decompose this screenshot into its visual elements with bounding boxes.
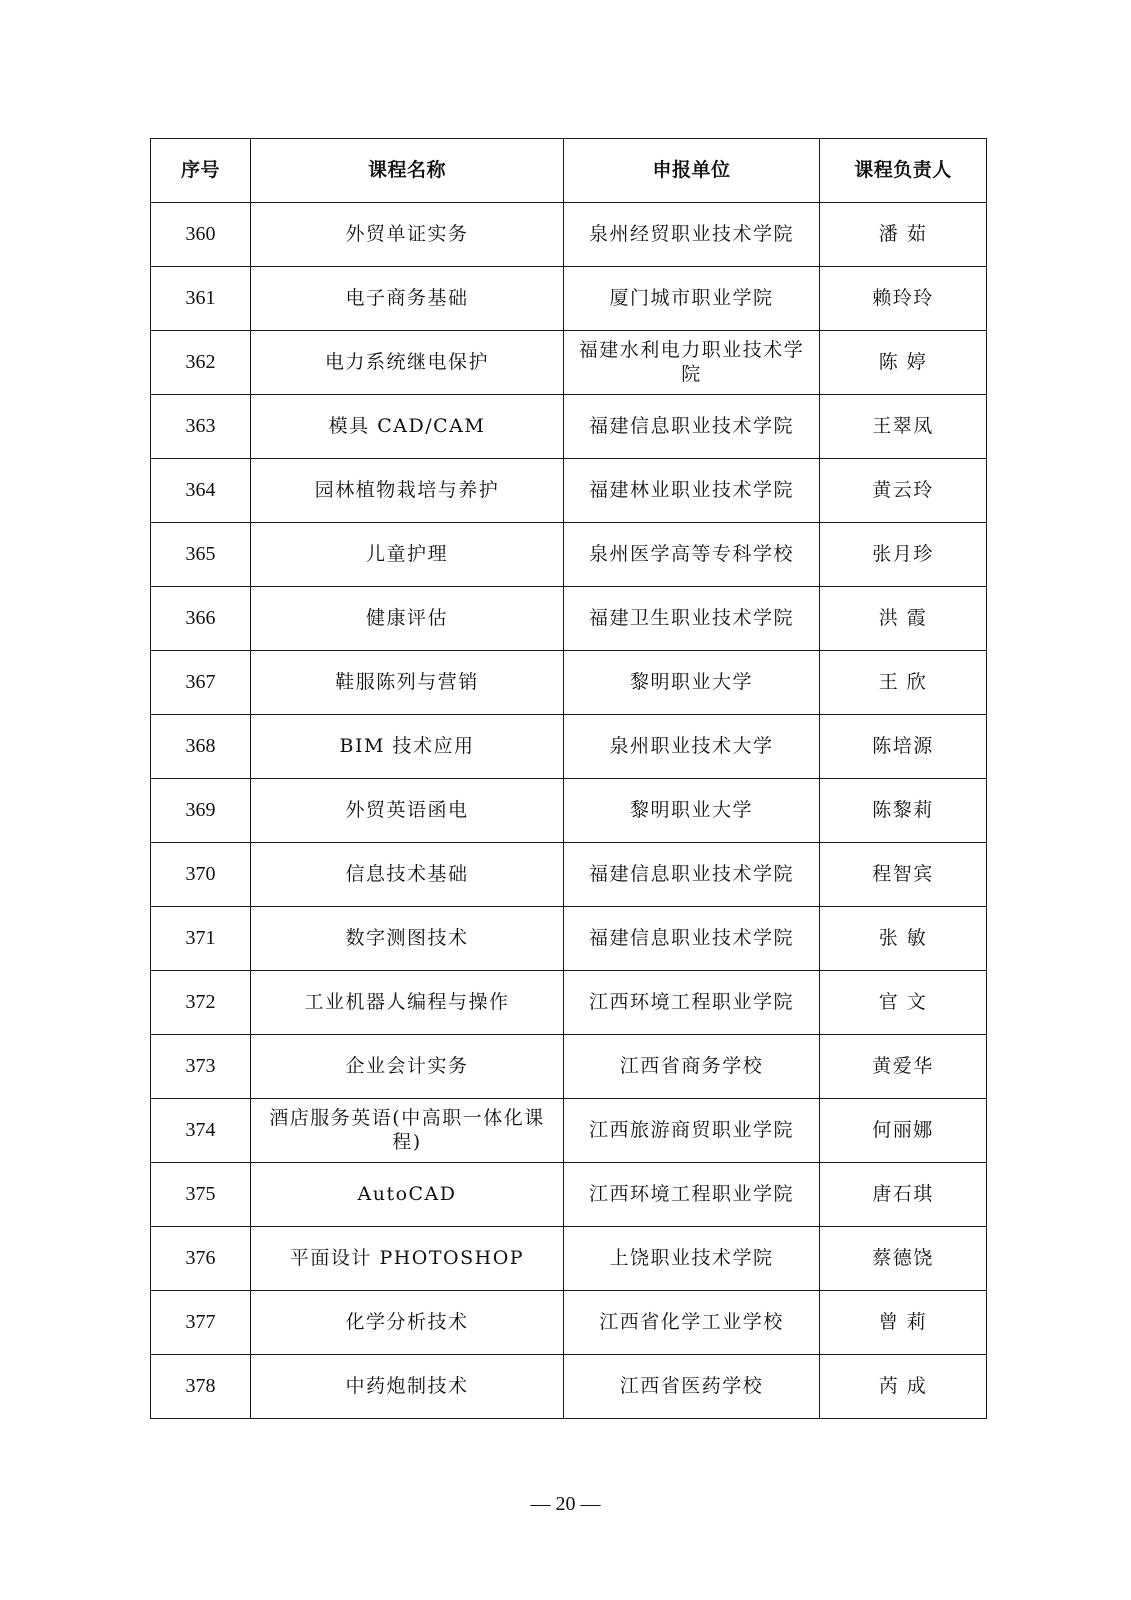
applying-unit-cell: 泉州经贸职业技术学院: [564, 203, 820, 267]
header-applying-unit: 申报单位: [564, 139, 820, 203]
course-name-cell: 园林植物栽培与养护: [251, 459, 564, 523]
header-course-name: 课程名称: [251, 139, 564, 203]
table-row: [151, 971, 987, 1035]
table-header-row: [151, 139, 987, 203]
serial-number-cell: 373: [151, 1035, 251, 1099]
course-leader-cell: 张月珍: [820, 523, 987, 587]
course-name-cell: 平面设计 PHOTOSHOP: [251, 1227, 564, 1291]
course-name-cell: BIM 技术应用: [251, 715, 564, 779]
course-leader-cell: 程智宾: [820, 843, 987, 907]
applying-unit-cell: 福建信息职业技术学院: [564, 907, 820, 971]
table-row: [151, 779, 987, 843]
course-leader-cell: 洪 霞: [820, 587, 987, 651]
table-row: [151, 1099, 987, 1163]
page-number: — 20 —: [530, 1493, 601, 1515]
serial-number-cell: 365: [151, 523, 251, 587]
serial-number-cell: 366: [151, 587, 251, 651]
course-name-cell: 外贸英语函电: [251, 779, 564, 843]
course-leader-cell: 唐石琪: [820, 1163, 987, 1227]
applying-unit-cell: 黎明职业大学: [564, 779, 820, 843]
course-name-cell: 模具 CAD/CAM: [251, 395, 564, 459]
table-row: [151, 395, 987, 459]
course-leader-cell: 官 文: [820, 971, 987, 1035]
course-leader-cell: 王翠凤: [820, 395, 987, 459]
course-name-cell: 鞋服陈列与营销: [251, 651, 564, 715]
course-leader-cell: 曾 莉: [820, 1291, 987, 1355]
course-name-cell: 外贸单证实务: [251, 203, 564, 267]
course-leader-cell: 黄云玲: [820, 459, 987, 523]
table-row: [151, 651, 987, 715]
course-leader-cell: 陈 婷: [820, 331, 987, 395]
table-row: [151, 331, 987, 395]
course-name-cell: 信息技术基础: [251, 843, 564, 907]
serial-number-cell: 372: [151, 971, 251, 1035]
course-name-cell: 工业机器人编程与操作: [251, 971, 564, 1035]
applying-unit-cell: 江西省化学工业学校: [564, 1291, 820, 1355]
course-leader-cell: 王 欣: [820, 651, 987, 715]
table-row: [151, 267, 987, 331]
course-leader-cell: 赖玲玲: [820, 267, 987, 331]
applying-unit-cell: 福建卫生职业技术学院: [564, 587, 820, 651]
applying-unit-cell: 泉州医学高等专科学校: [564, 523, 820, 587]
applying-unit-cell: 泉州职业技术大学: [564, 715, 820, 779]
serial-number-cell: 362: [151, 331, 251, 395]
table-row: [151, 1035, 987, 1099]
applying-unit-cell: 福建信息职业技术学院: [564, 843, 820, 907]
serial-number-cell: 376: [151, 1227, 251, 1291]
applying-unit-cell: 福建林业职业技术学院: [564, 459, 820, 523]
serial-number-cell: 377: [151, 1291, 251, 1355]
table-row: [151, 843, 987, 907]
course-name-cell: 电子商务基础: [251, 267, 564, 331]
serial-number-cell: 371: [151, 907, 251, 971]
header-course-leader: 课程负责人: [820, 139, 987, 203]
applying-unit-cell: 江西环境工程职业学院: [564, 1163, 820, 1227]
table-row: [151, 459, 987, 523]
serial-number-cell: 368: [151, 715, 251, 779]
course-leader-cell: 蔡德饶: [820, 1227, 987, 1291]
serial-number-cell: 367: [151, 651, 251, 715]
course-name-cell: 儿童护理: [251, 523, 564, 587]
course-name-cell: AutoCAD: [251, 1163, 564, 1227]
course-name-cell: 企业会计实务: [251, 1035, 564, 1099]
course-leader-cell: 张 敏: [820, 907, 987, 971]
applying-unit-cell: 福建信息职业技术学院: [564, 395, 820, 459]
course-name-cell: 化学分析技术: [251, 1291, 564, 1355]
table-row: [151, 523, 987, 587]
course-name-cell: 健康评估: [251, 587, 564, 651]
course-leader-cell: 何丽娜: [820, 1099, 987, 1163]
table-row: [151, 587, 987, 651]
table-row: [151, 715, 987, 779]
applying-unit-cell: 江西省商务学校: [564, 1035, 820, 1099]
applying-unit-cell: 黎明职业大学: [564, 651, 820, 715]
applying-unit-cell: 江西环境工程职业学院: [564, 971, 820, 1035]
table-row: [151, 1227, 987, 1291]
serial-number-cell: 361: [151, 267, 251, 331]
table-row: [151, 1163, 987, 1227]
course-name-cell: 中药炮制技术: [251, 1355, 564, 1419]
course-table: [150, 138, 987, 1419]
course-leader-cell: 芮 成: [820, 1355, 987, 1419]
course-name-cell: 数字测图技术: [251, 907, 564, 971]
course-leader-cell: 黄爱华: [820, 1035, 987, 1099]
serial-number-cell: 360: [151, 203, 251, 267]
table-body: [151, 203, 987, 1419]
applying-unit-cell: 福建水利电力职业技术学院: [564, 331, 820, 395]
serial-number-cell: 364: [151, 459, 251, 523]
header-serial-number: 序号: [151, 139, 251, 203]
course-leader-cell: 潘 茹: [820, 203, 987, 267]
course-name-cell: 电力系统继电保护: [251, 331, 564, 395]
course-leader-cell: 陈黎莉: [820, 779, 987, 843]
course-name-cell: 酒店服务英语(中高职一体化课程): [251, 1099, 564, 1163]
serial-number-cell: 370: [151, 843, 251, 907]
serial-number-cell: 363: [151, 395, 251, 459]
course-leader-cell: 陈培源: [820, 715, 987, 779]
serial-number-cell: 378: [151, 1355, 251, 1419]
table-row: [151, 203, 987, 267]
applying-unit-cell: 江西旅游商贸职业学院: [564, 1099, 820, 1163]
table-row: [151, 1291, 987, 1355]
applying-unit-cell: 上饶职业技术学院: [564, 1227, 820, 1291]
table-row: [151, 907, 987, 971]
table-row: [151, 1355, 987, 1419]
applying-unit-cell: 江西省医药学校: [564, 1355, 820, 1419]
serial-number-cell: 375: [151, 1163, 251, 1227]
serial-number-cell: 374: [151, 1099, 251, 1163]
serial-number-cell: 369: [151, 779, 251, 843]
applying-unit-cell: 厦门城市职业学院: [564, 267, 820, 331]
